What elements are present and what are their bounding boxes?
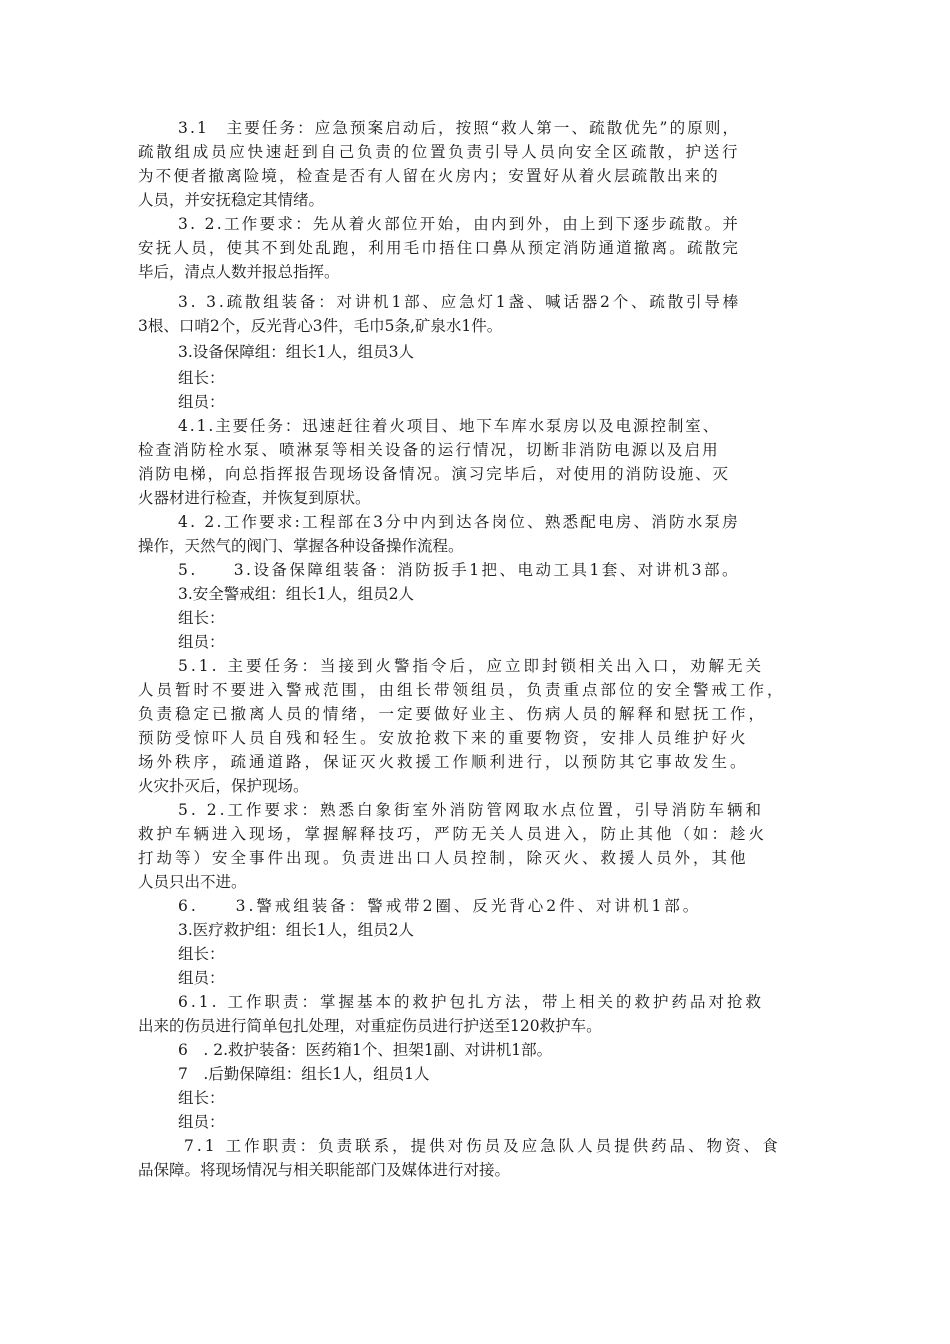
text-line: 组长： <box>178 609 225 627</box>
text-line: 组长： <box>178 369 225 387</box>
text-line: 安抚人员，使其不到处乱跑，利用毛巾捂住口鼻从预定消防通道撤离。疏散完 <box>138 239 741 257</box>
text-line: 场外秩序，疏通道路，保证灭火救援工作顺利进行，以预防其它事故发生。 <box>138 753 749 771</box>
text-line: 为不便者撤离险境，检查是否有人留在火房内；安置好从着火层疏散出来的 <box>138 167 720 185</box>
text-line: 3. 3.疏散组装备：对讲机1部、应急灯1盏、喊话器2个、疏散引导棒 <box>178 293 741 311</box>
text-line: 检查消防栓水泵、喷淋泵等相关设备的运行情况，切断非消防电源以及启用 <box>138 441 720 459</box>
text-line: 3.医疗救护组：组长1人，组员2人 <box>178 921 415 939</box>
text-line: 人员，并安抚稳定其情绪。 <box>138 191 325 209</box>
text-line: 4. 2.工作要求:工程部在3分中内到达各岗位、熟悉配电房、消防水泵房 <box>178 513 740 531</box>
text-line: 6 . 2.救护装备：医药箱1个、担架1副、对讲机1部。 <box>178 1041 553 1059</box>
text-line: 毕后，清点人数并报总指挥。 <box>138 263 340 281</box>
text-line: 疏散组成员应快速赶到自己负责的位置负责引导人员向安全区疏散，护送行 <box>138 143 741 161</box>
text-line: 7.1 工作职责：负责联系，提供对伤员及应急队人员提供药品、物资、食 <box>184 1137 781 1155</box>
text-line: 组员： <box>178 1113 225 1131</box>
text-line: 6. 3.警戒组装备：警戒带2圈、反光背心2件、对讲机1部。 <box>178 897 702 915</box>
text-line: 5. 3.设备保障组装备：消防扳手1把、电动工具1套、对讲机3部。 <box>178 561 740 579</box>
text-line: 3.1 主要任务：应急预案启动后，按照“救人第一、疏散优先”的原则， <box>178 119 741 137</box>
text-line: 5.1. 主要任务：当接到火警指令后，应立即封锁相关出入口，劝解无关 <box>178 657 765 675</box>
text-line: 人员只出不进。 <box>138 873 247 891</box>
text-line: 3.安全警戒组：组长1人，组员2人 <box>178 585 415 603</box>
text-line: 5. 2.工作要求：熟悉白象街室外消防管网取水点位置，引导消防车辆和 <box>178 801 765 819</box>
text-line: 3.设备保障组：组长1人，组员3人 <box>178 343 415 361</box>
text-line: 操作，天然气的阀门、掌握各种设备操作流程。 <box>138 537 464 555</box>
text-line: 组员： <box>178 393 225 411</box>
text-line: 7 .后勤保障组：组长1人，组员1人 <box>178 1065 430 1083</box>
text-line: 预防受惊吓人员自残和轻生。安放抢救下来的重要物资，安排人员维护好火 <box>138 729 749 747</box>
text-line: 6.1. 工作职责：掌握基本的救护包扎方法，带上相关的救护药品对抢救 <box>178 993 765 1011</box>
text-line: 出来的伤员进行简单包扎处理，对重症伤员进行护送至120救护车。 <box>138 1017 602 1035</box>
text-line: 组长： <box>178 945 225 963</box>
text-line: 3. 2.工作要求：先从着火部位开始，由内到外，由上到下逐步疏散。并 <box>178 215 741 233</box>
text-line: 打劫等）安全事件出现。负责进出口人员控制，除灭火、救援人员外，其他 <box>138 849 749 867</box>
text-line: 组员： <box>178 969 225 987</box>
text-line: 品保障。将现场情况与相关职能部门及媒体进行对接。 <box>138 1161 511 1179</box>
text-line: 火器材进行检查，并恢复到原状。 <box>138 489 371 507</box>
text-line: 4.1.主要任务：迅速赶往着火项目、地下车库水泵房以及电源控制室、 <box>178 417 721 435</box>
text-line: 人员暂时不要进入警戒范围，由组长带领组员，负责重点部位的安全警戒工作， <box>138 681 786 699</box>
text-line: 负责稳定已撤离人员的情绪，一定要做好业主、伤病人员的解释和慰抚工作， <box>138 705 768 723</box>
text-line: 消防电梯，向总指挥报告现场设备情况。演习完毕后，对使用的消防设施、灭 <box>138 465 730 483</box>
text-line: 火灾扑灭后，保护现场。 <box>138 777 309 795</box>
text-line: 3根、口哨2个，反光背心3件，毛巾5条,矿泉水1件。 <box>138 317 503 335</box>
text-line: 救护车辆进入现场，掌握解释技巧，严防无关人员进入，防止其他（如：趁火 <box>138 825 768 843</box>
text-line: 组长： <box>178 1089 225 1107</box>
text-line: 组员： <box>178 633 225 651</box>
